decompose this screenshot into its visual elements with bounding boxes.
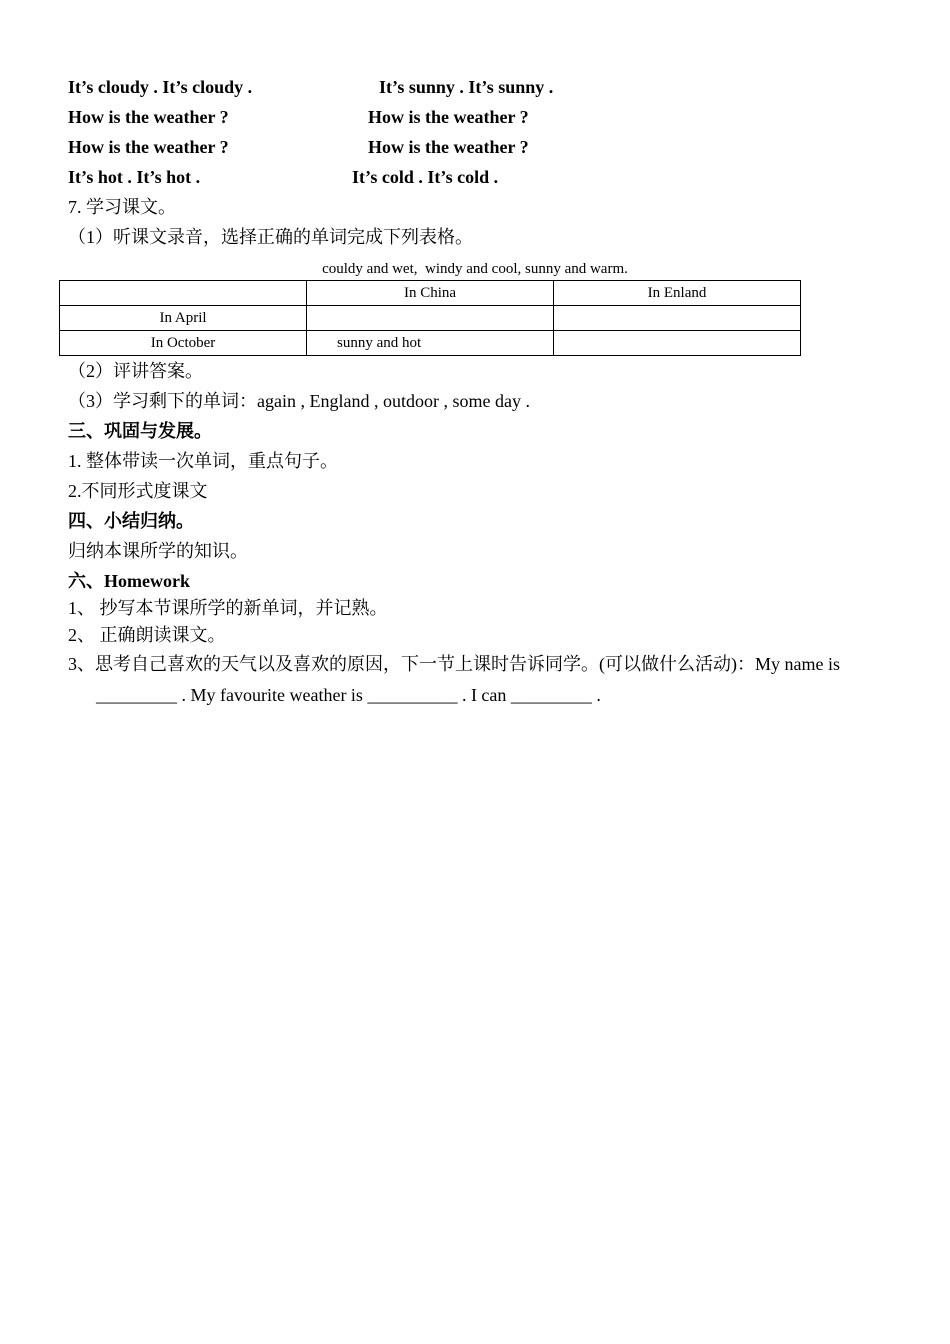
table-header-cell: In Enland — [554, 281, 801, 306]
table-header-cell — [60, 281, 307, 306]
step-7-1: （1）听课文录音，选择正确的单词完成下列表格。 — [68, 227, 473, 247]
step-7-2: （2）评讲答案。 — [68, 361, 203, 381]
table-header-cell: In China — [307, 281, 554, 306]
homework-item-1: 1、 抄写本节课所学的新单词，并记熟。 — [68, 598, 388, 618]
chant-line-4-right: It’s cold . It’s cold . — [352, 167, 499, 187]
table-row — [60, 331, 801, 356]
chant-line-2-right: How is the weather ? — [368, 107, 529, 127]
table-cell — [554, 331, 801, 356]
table-cell: In October — [60, 331, 307, 356]
step-7-3: （3）学习剩下的单词：again , England , outdoor , some day . — [68, 391, 530, 411]
table-header-row — [60, 281, 801, 306]
chant-line-3-left: How is the weather ? — [68, 137, 229, 157]
step-7-heading: 7. 学习课文。 — [68, 197, 176, 217]
word-choices: couldy and wet, windy and cool, sunny and warm. — [322, 261, 628, 277]
chant-line-2-left: How is the weather ? — [68, 107, 229, 127]
chant-line-1-left: It’s cloudy . It’s cloudy . — [68, 77, 253, 97]
section-4-title: 四、小结归纳。 — [68, 511, 194, 531]
table-cell: sunny and hot — [307, 331, 554, 356]
homework-item-2: 2、 正确朗读课文。 — [68, 625, 226, 645]
section-3-title: 三、巩固与发展。 — [68, 421, 212, 441]
chant-line-1-right: It’s sunny . It’s sunny . — [379, 77, 554, 97]
table-cell: In April — [60, 306, 307, 331]
chant-line-3-right: How is the weather ? — [368, 137, 529, 157]
section-6-title: 六、Homework — [68, 571, 190, 591]
weather-table — [59, 280, 801, 356]
homework-item-3-line-2: _________ . My favourite weather is __________ . I can _________ . — [96, 685, 601, 705]
table-cell — [554, 306, 801, 331]
table-cell — [307, 306, 554, 331]
homework-item-3-line-1: 3、思考自己喜欢的天气以及喜欢的原因，下一节上课时告诉同学。(可以做什么活动)：My name is — [68, 654, 840, 674]
section-3-item-2: 2.不同形式度课文 — [68, 481, 208, 501]
chant-line-4-left: It’s hot . It’s hot . — [68, 167, 201, 187]
section-3-item-1: 1. 整体带读一次单词，重点句子。 — [68, 451, 338, 471]
section-4-text: 归纳本课所学的知识。 — [68, 541, 248, 561]
table-row — [60, 306, 801, 331]
